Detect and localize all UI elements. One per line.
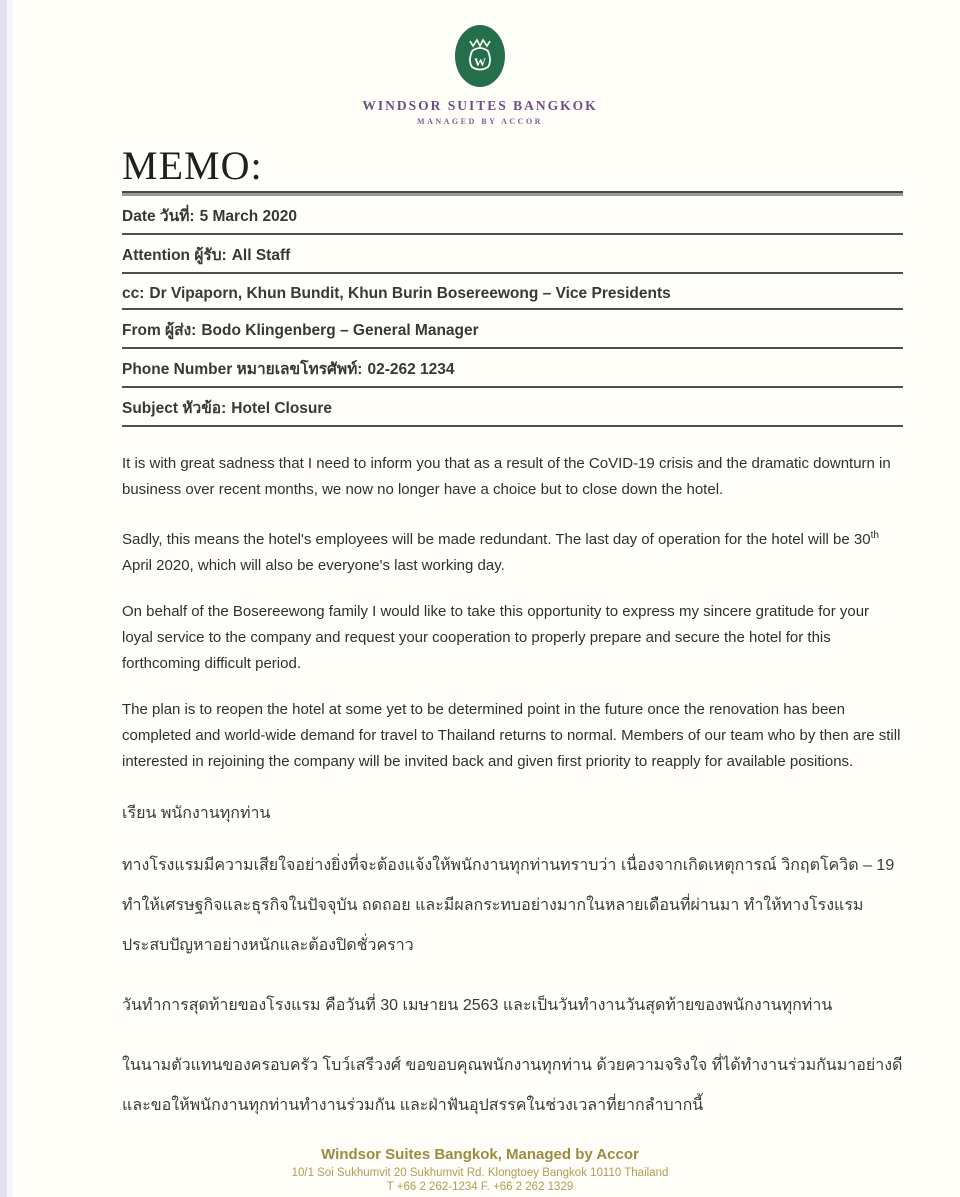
field-value: Bodo Klingenberg – General Manager: [201, 322, 479, 339]
field-label: Date วันที่:: [122, 208, 195, 225]
thai-body: [122, 846, 903, 1126]
footer-phone: T +66 2 262-1234 F. +66 2 262 1329: [386, 1181, 574, 1193]
thai-paragraph-3: ในนามตัวแทนของครอบครัว โบว์เสรีวงศ์ ขอขอบคุณพนักงานทุกท่าน ด้วยความจริงใจ ที่ได้ทำงานร่วมกันมาอย่างดี และขอให้พนักงานทุกท่านทำงานร่วมกัน และฝ่าฟันอุปสรรคในช่วงเวลาที่ยากลำบากนี้: [122, 1057, 903, 1114]
field-value: Hotel Closure: [231, 400, 333, 417]
body-paragraph-3: On behalf of the Bosereewong family I would like to take this opportunity to express my sincere gratitude for your loyal service to the company and request your cooperation to properly prepare and secure the hotel for this forthcoming difficult period.: [122, 603, 870, 672]
ordinal-superscript: th: [870, 530, 879, 541]
english-body: [122, 451, 903, 775]
footer-address: 10/1 Soi Sukhumvit 20 Sukhumvit Rd. Klongtoey Bangkok 10110 Thailand: [291, 1167, 669, 1179]
memo-content: [122, 144, 903, 1126]
field-phone: [122, 349, 903, 388]
field-label: From ผู้ส่ง:: [122, 322, 197, 339]
field-from: [122, 310, 903, 349]
field-label: Attention ผู้รับ:: [122, 247, 227, 264]
hotel-crest-icon: [453, 24, 507, 93]
field-value: 5 March 2020: [199, 208, 297, 225]
scan-edge-strip: [0, 0, 7, 1197]
field-date: [122, 196, 903, 235]
field-attention: [122, 235, 903, 274]
letterhead: [0, 0, 960, 126]
brand-subtitle: MANAGED BY ACCOR: [417, 117, 543, 126]
svg-text:W: W: [474, 55, 486, 69]
body-paragraph-4: The plan is to reopen the hotel at some yet to be determined point in the future once the renovation has been completed and world-wide demand for travel to Thailand returns to normal. Members of our team who by then are still interested in rejoining the company will be invited back and given first priority to reapply for available positions.: [122, 701, 901, 770]
field-label: Phone Number หมายเลขโทรศัพท์:: [122, 361, 363, 378]
thai-paragraph-1: ทางโรงแรมมีความเสียใจอย่างยิ่งที่จะต้องแจ้งให้พนักงานทุกท่านทราบว่า เนื่องจากเกิดเหตุการณ์ วิกฤตโควิด – 19 ทำให้เศรษฐกิจและธุรกิจในปัจจุบัน ถดถอย และมีผลกระทบอย่างมากในหลายเดือนที่ผ่านมา ทำให้ทางโรงแรมประสบปัญหาอย่างหนักและต้องปิดชั่วคราว: [122, 857, 895, 954]
body-paragraph-2-text: Sadly, this means the hotel's employees will be made redundant. The last day of operation for the hotel will be 30: [122, 531, 871, 548]
footer-hotel-name: Windsor Suites Bangkok, Managed by Accor: [321, 1146, 639, 1163]
brand-name: WINDSOR SUITES BANGKOK: [362, 98, 598, 113]
memo-title: MEMO:: [122, 143, 263, 188]
body-paragraph-2-text: April 2020, which will also be everyone's last working day.: [122, 557, 505, 574]
field-value: All Staff: [231, 247, 291, 264]
thai-greeting: เรียน พนักงานทุกท่าน: [122, 805, 271, 822]
field-label: Subject หัวข้อ:: [122, 400, 227, 417]
scan-edge-strip-fade: [7, 0, 13, 1197]
field-value: Dr Vipaporn, Khun Bundit, Khun Burin Bosereewong – Vice Presidents: [149, 285, 671, 302]
body-paragraph-2: [122, 523, 903, 579]
field-cc: [122, 274, 903, 310]
field-label: cc:: [122, 285, 145, 302]
letter-footer: [0, 1146, 960, 1193]
body-paragraph-1: It is with great sadness that I need to inform you that as a result of the CoVID-19 crisis and the dramatic downturn in business over recent months, we now no longer have a choice but to close down the hotel.: [122, 455, 891, 498]
thai-paragraph-2: วันทำการสุดท้ายของโรงแรม คือวันที่ 30 เมษายน 2563 และเป็นวันทำงานวันสุดท้ายของพนักงานทุกท่าน: [122, 997, 833, 1014]
field-value: 02-262 1234: [367, 361, 455, 378]
field-subject: [122, 388, 903, 427]
